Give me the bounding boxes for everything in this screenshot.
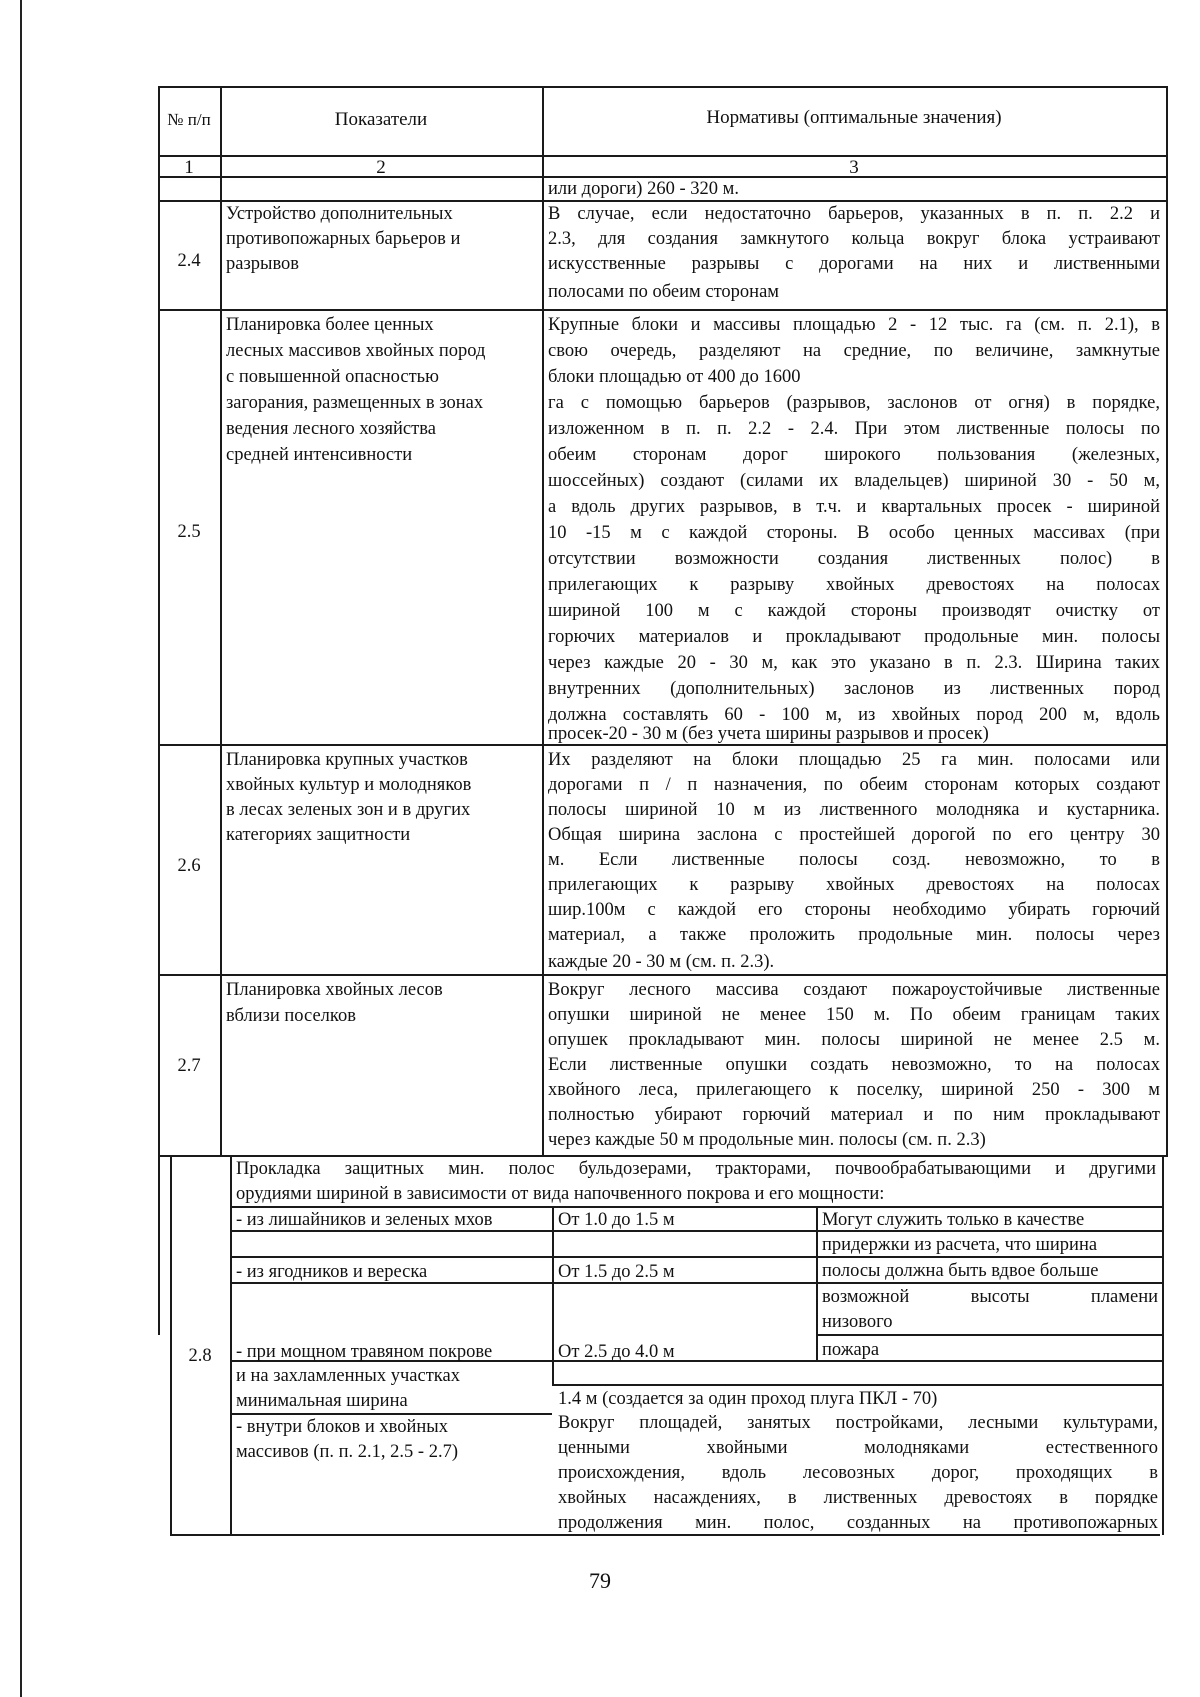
page-number: 79 xyxy=(589,1568,611,1593)
sub2-value: От 1.5 до 2.5 м xyxy=(558,1262,675,1282)
sub1-label: - из лишайников и зеленых мхов xyxy=(236,1210,493,1230)
sub3-value: От 2.5 до 4.0 м xyxy=(558,1342,675,1362)
row-number-2-5: 2.5 xyxy=(177,522,201,542)
sub1-value: От 1.0 до 1.5 м xyxy=(558,1210,675,1230)
min-width-note: 1.4 м (создается за один проход плуга ПКЛ - 70) xyxy=(558,1389,938,1409)
row-number-2-8: 2.8 xyxy=(188,1346,212,1366)
row-number-2-6: 2.6 xyxy=(177,856,201,876)
header-col-norms: Нормативы (оптимальные значения) xyxy=(706,107,1002,128)
sub2-label: - из ягодников и вереска xyxy=(236,1262,428,1282)
header-col-number: № п/п xyxy=(167,110,211,129)
header-num-3: 3 xyxy=(849,157,859,178)
row-number-2-7: 2.7 xyxy=(177,1056,201,1076)
header-num-2: 2 xyxy=(376,157,386,178)
continuation-norm: или дороги) 260 - 320 м. xyxy=(548,179,739,199)
row-number-2-4: 2.4 xyxy=(177,251,201,271)
header-num-1: 1 xyxy=(184,157,194,178)
header-col-indicators: Показатели xyxy=(334,109,428,130)
binder-edge-line xyxy=(20,0,22,1697)
